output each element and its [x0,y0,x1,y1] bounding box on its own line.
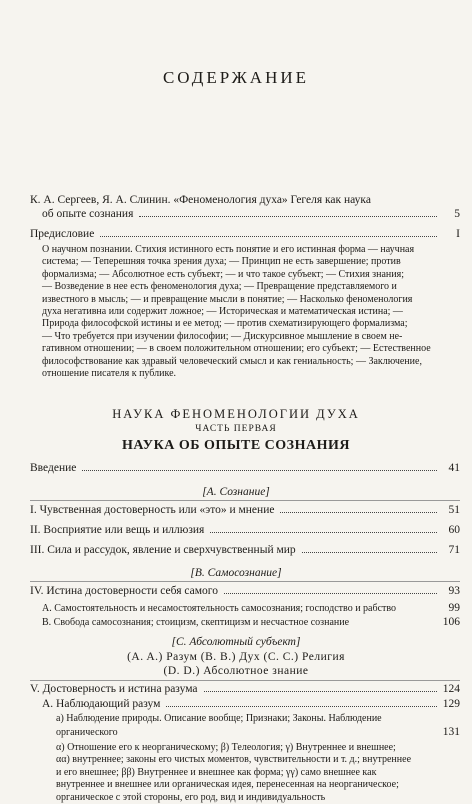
leader-dots [82,469,437,471]
leader-dots [302,551,437,553]
toc-subentry[interactable] [56,726,460,739]
summary-line: система; — Теперешняя точка зрения духа; — Принцип не есть завершение; против [42,256,401,268]
divider [30,500,460,501]
toc-entry[interactable] [30,544,460,556]
page-number: 60 [448,524,460,536]
page-number: 124 [442,683,460,695]
entry-label: В. Свобода самосознания; стоицизм, скептицизм и несчастное сознание [42,617,350,628]
summary-line: философствование как здравый человеческий смысл и как гениальность; — Заключение, [42,355,422,367]
part-label: ЧАСТЬ ПЕРВАЯ [195,424,277,434]
section-c-line2: (D. D.) Абсолютное знание [163,665,309,677]
page-number: 41 [448,462,460,474]
summary-line: органическое с этой стороны, его род, вид и индивидуальность [56,791,326,803]
toc-entry[interactable] [30,683,460,695]
summary-line: внутреннее и внешнее или органическая идея, перенесенная на неорганическое; [56,779,399,791]
preface-summary [42,244,431,380]
intro-article-line2: об опыте сознания [42,208,134,220]
toc-entry[interactable] [30,504,460,516]
leader-space [355,624,437,625]
toc-entry[interactable] [42,698,460,710]
summary-line: — Возведение в нее есть феноменология духа; — Превращение представляемого и [42,281,397,293]
nature-obs-line1: а) Наблюдение природы. Описание вообще; Признаки; Законы. Наблюдение [56,713,382,724]
toc-subentry[interactable] [42,602,460,615]
summary-line: формализма; — Абсолютное есть субъект; — и что такое субъект; — Стихия знания; [42,268,405,280]
page-number: 129 [442,698,460,710]
intro-article-line1: К. А. Сергеев, Я. А. Слинин. «Феноменология духа» Гегеля как наука [30,194,371,206]
page-number: 93 [448,585,460,597]
leader-space [124,734,437,735]
entry-label: III. Сила и рассудок, явление и сверхчувственный мир [30,544,296,556]
divider [30,581,460,582]
divider [30,680,460,681]
section-b-heading: [B. Самосознание] [190,567,282,579]
summary-line: О научном познании. Стихия истинного есть понятие и его истинная форма — научная [42,244,415,255]
leader-dots [210,531,437,533]
page-number: 99 [448,602,460,614]
preface-entry[interactable] [30,228,460,240]
summary-line: αα) внутреннее; законы его чистых моментов, чувствительности и т. д.; внутреннее [56,754,412,766]
summary-line: известного в мысль; — и превращение мысли в понятие; — Насколько феноменология [42,293,413,305]
toc-entry[interactable] [30,524,460,536]
summary-line: гативном отношении; — в своем положительном отношении; его субъект; — Естественное [42,343,431,355]
leader-dots [204,690,438,692]
summary-line: α) Отношение его к неорганическому; β) Телеология; γ) Внутреннее и внешнее; [56,742,396,753]
preface-label: Предисловие [30,228,95,240]
toc-subentry[interactable] [42,616,460,629]
leader-dots [224,592,437,594]
summary-line: — Что требуется при изучении философии; — Дискурсивное мышление в своем не- [42,330,403,342]
page-number: 106 [442,616,460,628]
section-c-line1: (A. A.) Разум (B. B.) Дух (C. C.) Религия [127,651,345,663]
entry-label: I. Чувственная достоверность или «это» и мнение [30,504,275,516]
summary-line: и его внешнее; ββ) Внутреннее и внешнее как форма; γγ) само внешнее как [56,766,377,778]
entry-label: А. Наблюдающий разум [42,698,161,710]
entry-label: II. Восприятие или вещь и иллюзия [30,524,205,536]
leader-dots [139,215,437,217]
page-number: I [456,228,460,240]
page-number: 71 [448,544,460,556]
summary-line: Природа философской истины и ее метод; — против схематизирующего формализма; [42,318,408,330]
entry-label: IV. Истина достоверности себя самого [30,585,218,597]
section-a-heading: [A. Сознание] [202,486,270,498]
summary-line: отношение писателя к публике. [42,368,177,380]
intro-article-entry[interactable] [42,208,460,220]
leader-dots [100,235,437,237]
introduction-entry[interactable] [30,462,460,474]
page-title: СОДЕРЖАНИЕ [162,68,310,87]
final-paragraph [56,742,411,804]
page-number: 131 [442,726,460,738]
leader-dots [166,705,437,707]
part-title: НАУКА ОБ ОПЫТЕ СОЗНАНИЯ [122,438,350,453]
book-title: НАУКА ФЕНОМЕНОЛОГИИ ДУХА [112,407,360,421]
leader-dots [280,511,437,513]
entry-label: А. Самостоятельность и несамостоятельность самосознания; господство и рабство [42,603,397,614]
page-number: 5 [454,208,460,220]
summary-line: духа негативна или содержит ложное; — Историческая и математическая истина; — [42,306,403,318]
leader-space [402,610,437,611]
toc-entry[interactable] [30,585,460,597]
introduction-label: Введение [30,462,77,474]
page-number: 51 [448,504,460,516]
section-c-heading: [C. Абсолютный субъект] [171,636,301,648]
entry-label: органического [56,727,118,738]
entry-label: V. Достоверность и истина разума [30,683,198,695]
